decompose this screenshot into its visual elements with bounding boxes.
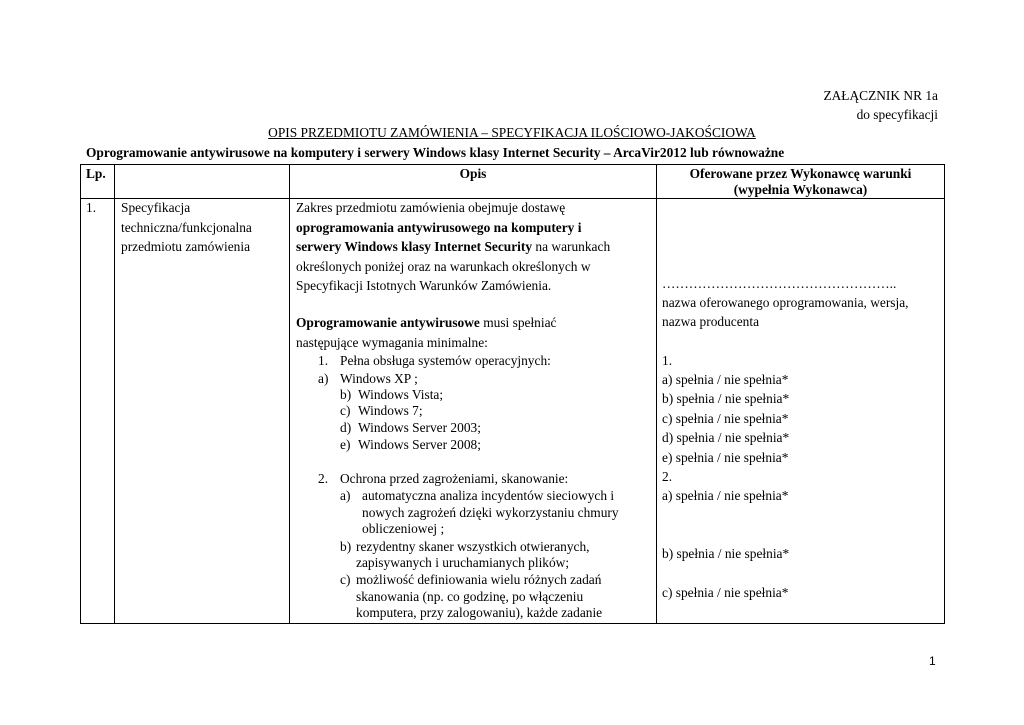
offer-compliance[interactable]: d) spełnia / nie spełnia* xyxy=(662,430,790,445)
document-title: OPIS PRZEDMIOTU ZAMÓWIENIA – SPECYFIKACJA ILOŚCIOWO-JAKOŚCIOWA xyxy=(268,125,756,140)
offer-compliance[interactable]: b) spełnia / nie spełnia* xyxy=(662,391,790,406)
section2-item-c: możliwość definiowania wielu różnych zadań xyxy=(356,572,602,587)
offer-compliance[interactable]: a) spełnia / nie spełnia* xyxy=(662,488,789,503)
offer-section1-number: 1. xyxy=(662,353,673,368)
section1-item-mark: b) xyxy=(340,387,352,402)
column-header-offer: Oferowane przez Wykonawcę warunki xyxy=(689,166,912,181)
offer-compliance[interactable]: c) spełnia / nie spełnia* xyxy=(662,585,789,600)
document-subtitle: Oprogramowanie antywirusowe na komputery i serwery Windows klasy Internet Security – ArcaVir2012 lub równoważne xyxy=(86,145,785,160)
offer-name-label-cont: nazwa producenta xyxy=(662,314,760,329)
section1-item: Windows Server 2008; xyxy=(358,437,481,452)
section1-item-mark: a) xyxy=(318,371,329,386)
column-header-opis: Opis xyxy=(459,166,487,181)
section1-title: Pełna obsługa systemów operacyjnych: xyxy=(340,353,551,368)
attachment-label: ZAŁĄCZNIK NR 1a xyxy=(823,88,938,103)
section2-item-a-cont: nowych zagrożeń dzięki wykorzystaniu chmury xyxy=(362,505,619,520)
section2-item-c-cont: skanowania (np. co godzinę, po włączeniu xyxy=(356,589,584,604)
section1-item: Windows 7; xyxy=(358,403,423,418)
row-number: 1. xyxy=(86,200,97,215)
section1-item-mark: e) xyxy=(340,437,351,452)
offer-compliance[interactable]: e) spełnia / nie spełnia* xyxy=(662,450,789,465)
section2-item-b: rezydentny skaner wszystkich otwieranych, xyxy=(356,539,590,554)
offer-section2-number: 2. xyxy=(662,469,673,484)
offer-name-label: nazwa oferowanego oprogramowania, wersja, xyxy=(662,295,909,310)
description-intro: Zakres przedmiotu zamówienia obejmuje dostawę oprogramowania antywirusowego na komputery i serwery Windows klasy Internet Security na warunkach określonych poniżej oraz na warunkach określonych w Specyfikacji Istotnych Warunków Zamówienia. xyxy=(296,200,611,293)
section2-item-a-cont: obliczeniowej ; xyxy=(362,521,445,536)
section1-item-mark: d) xyxy=(340,420,352,435)
offer-compliance[interactable]: c) spełnia / nie spełnia* xyxy=(662,411,789,426)
column-header-offer-note: (wypełnia Wykonawca) xyxy=(733,182,868,197)
column-header-lp: Lp. xyxy=(86,166,106,181)
offer-fill-field[interactable]: …………………………………………….. xyxy=(662,276,897,291)
spec-category: Specyfikacja techniczna/funkcjonalna przedmiotu zamówienia xyxy=(121,200,252,254)
section2-item-b-cont: zapisywanych i uruchamianych plików; xyxy=(356,555,570,570)
requirements-intro: Oprogramowanie antywirusowe musi spełniać następujące wymagania minimalne: xyxy=(296,315,557,350)
section1-number: 1. xyxy=(318,353,329,368)
section2-item-mark: c) xyxy=(340,572,351,587)
attachment-sublabel: do specyfikacji xyxy=(856,107,938,122)
section2-item-c-cont: komputera, przy zalogowaniu), każde zadanie xyxy=(356,605,603,620)
section2-number: 2. xyxy=(318,471,329,486)
section2-item-mark: a) xyxy=(340,488,351,503)
section2-title: Ochrona przed zagrożeniami, skanowanie: xyxy=(340,471,569,486)
section1-item: Windows Server 2003; xyxy=(358,420,481,435)
offer-compliance[interactable]: a) spełnia / nie spełnia* xyxy=(662,372,789,387)
section1-item: Windows Vista; xyxy=(358,387,444,402)
section2-item-a: automatyczna analiza incydentów sieciowych i xyxy=(362,488,615,503)
offer-compliance[interactable]: b) spełnia / nie spełnia* xyxy=(662,546,790,561)
section2-item-mark: b) xyxy=(340,539,352,554)
page-number: 1 xyxy=(929,654,936,668)
section1-item-mark: c) xyxy=(340,403,351,418)
section1-item: Windows XP ; xyxy=(340,371,418,386)
